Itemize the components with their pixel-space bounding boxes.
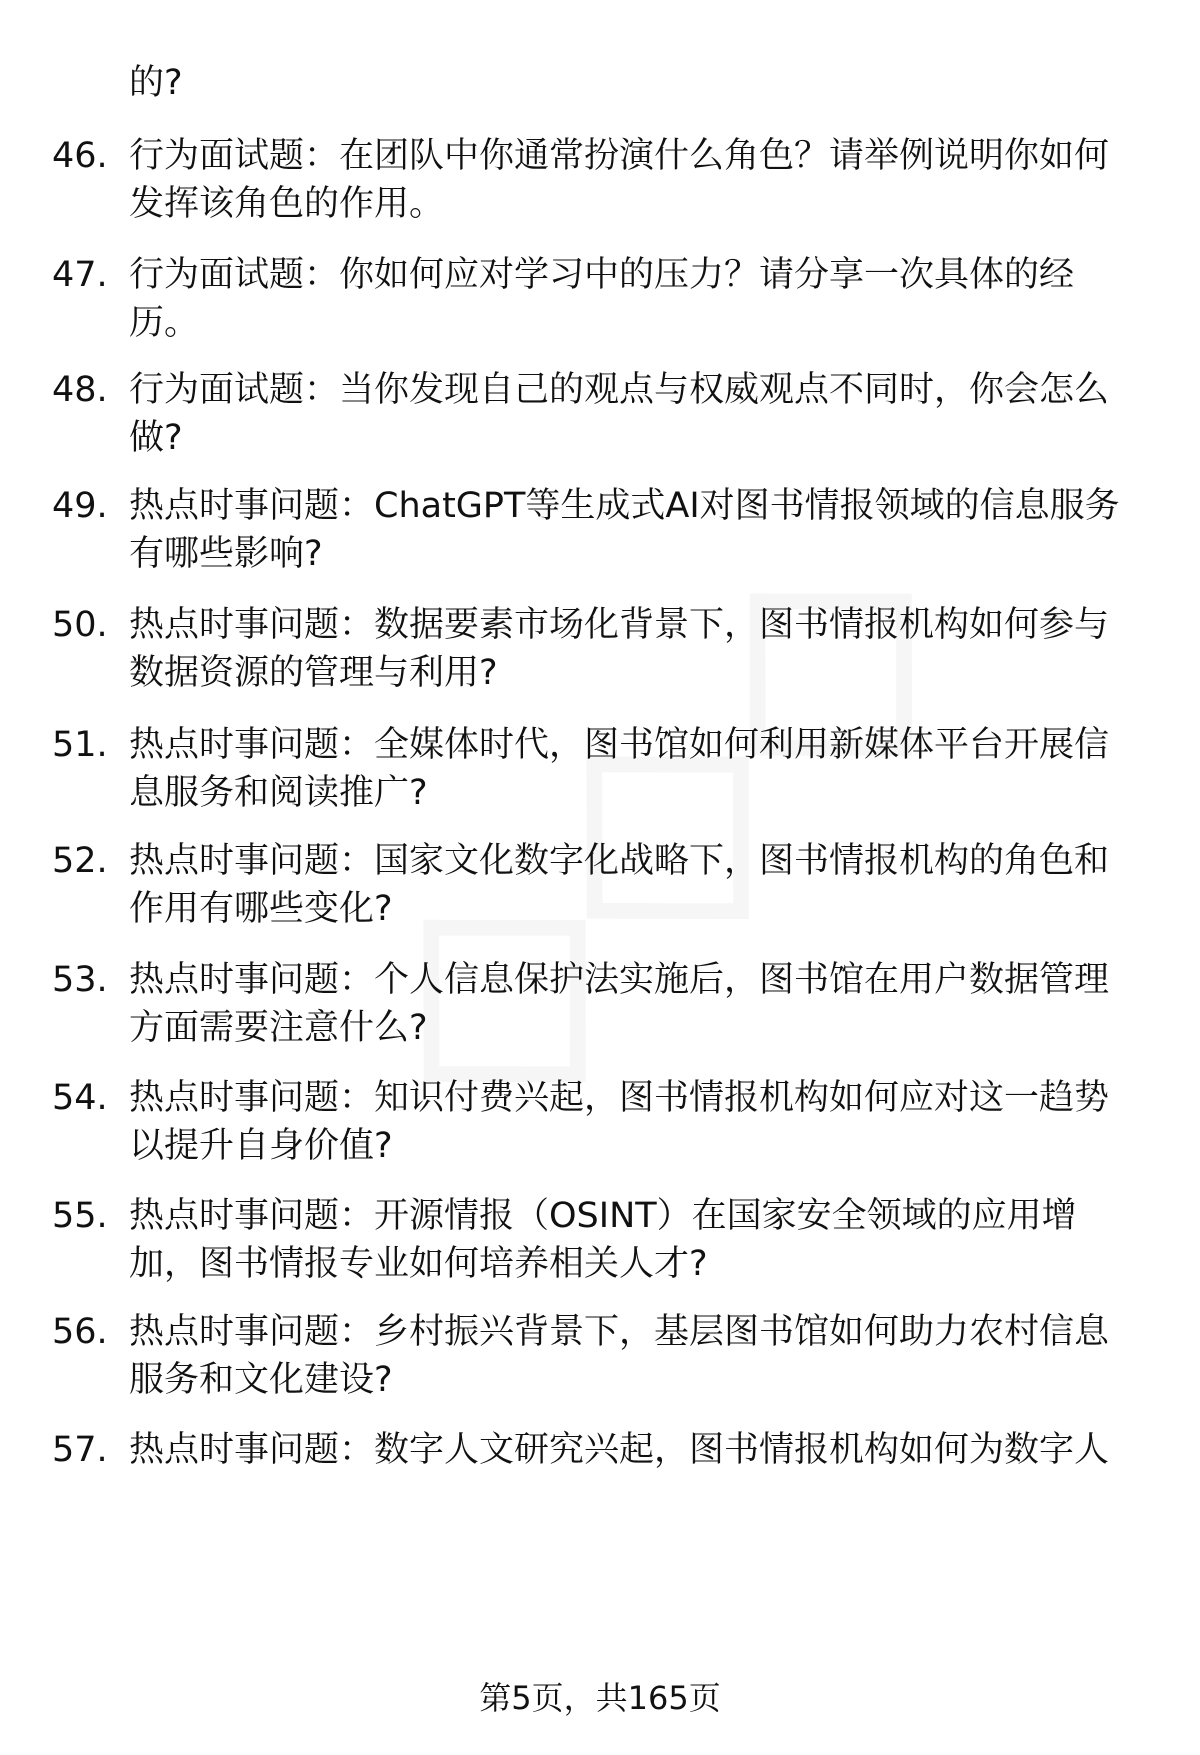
question-text-line-1: 热点时事问题：全媒体时代，图书馆如何利用新媒体平台开展信 [129, 725, 1110, 765]
question-text-line-2: 方面需要注意什么? [129, 1008, 428, 1048]
question-text-line-2: 发挥该角色的作用。 [129, 184, 445, 224]
question-number: 51. [52, 725, 108, 765]
question-number: 52. [52, 841, 108, 881]
question-text-line-1: 行为面试题：在团队中你通常扮演什么角色？请举例说明你如何 [129, 136, 1110, 176]
question-number: 46. [52, 136, 108, 176]
question-number: 48. [52, 370, 108, 410]
question-text-line-2: 数据资源的管理与利用? [129, 653, 498, 693]
question-text-line-2: 息服务和阅读推广? [129, 773, 428, 813]
question-number: 54. [52, 1078, 108, 1118]
continuation-text: 的? [129, 63, 183, 103]
question-text-line-1: 热点时事问题：ChatGPT等生成式AI对图书情报领域的信息服务 [129, 486, 1120, 526]
question-text-line-2: 有哪些影响? [129, 534, 323, 574]
question-text-line-1: 热点时事问题：国家文化数字化战略下，图书情报机构的角色和 [129, 841, 1110, 881]
question-number: 50. [52, 605, 108, 645]
question-text-line-2: 加，图书情报专业如何培养相关人才? [129, 1244, 708, 1284]
page-footer: 第5页，共165页 [479, 1679, 721, 1717]
question-number: 47. [52, 255, 108, 295]
question-text-line-2: 以提升自身价值? [129, 1126, 393, 1166]
question-number: 55. [52, 1196, 108, 1236]
question-text-line-2: 做? [129, 418, 183, 458]
question-text-line-2: 作用有哪些变化? [129, 889, 393, 929]
question-text-line-1: 热点时事问题：开源情报（OSINT）在国家安全领域的应用增 [129, 1196, 1077, 1236]
question-text-line-2: 服务和文化建设? [129, 1360, 393, 1400]
question-text-line-1: 行为面试题：当你发现自己的观点与权威观点不同时，你会怎么 [129, 370, 1110, 410]
question-text-line-1: 热点时事问题：数据要素市场化背景下，图书情报机构如何参与 [129, 605, 1110, 645]
question-text-line-1: 热点时事问题：知识付费兴起，图书情报机构如何应对这一趋势 [129, 1078, 1110, 1118]
question-number: 53. [52, 960, 108, 1000]
question-number: 57. [52, 1430, 108, 1470]
question-number: 56. [52, 1312, 108, 1352]
question-text-line-1: 行为面试题：你如何应对学习中的压力？请分享一次具体的经 [129, 255, 1075, 295]
question-text-line-2: 历。 [129, 303, 200, 343]
question-text-line-1: 热点时事问题：个人信息保护法实施后，图书馆在用户数据管理 [129, 960, 1110, 1000]
question-text-line-1: 热点时事问题：乡村振兴背景下，基层图书馆如何助力农村信息 [129, 1312, 1110, 1352]
question-text-line-1: 热点时事问题：数字人文研究兴起，图书情报机构如何为数字人 [129, 1430, 1110, 1470]
question-number: 49. [52, 486, 108, 526]
